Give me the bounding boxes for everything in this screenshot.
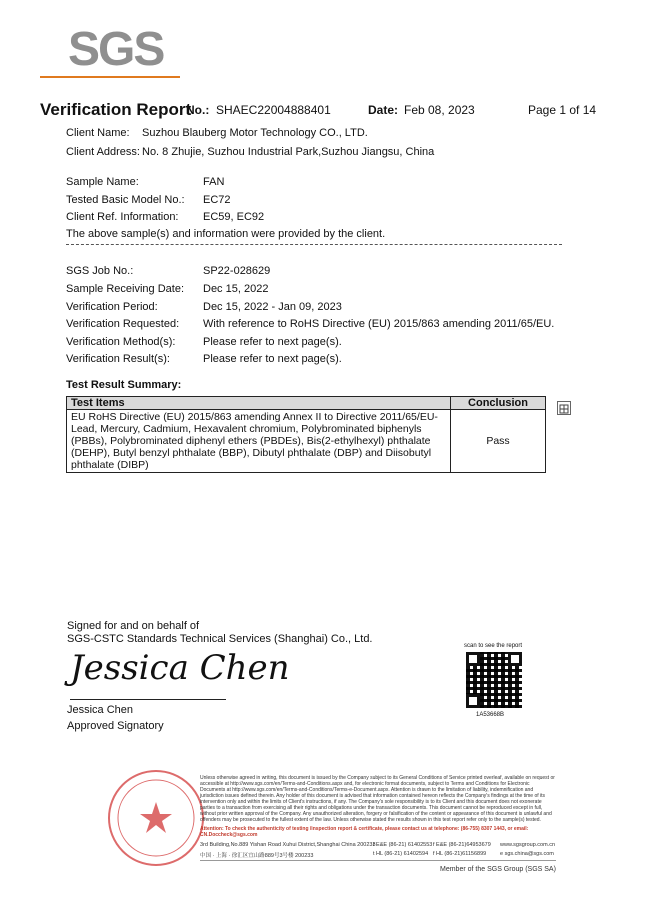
qr-caption: scan to see the report	[464, 643, 523, 649]
result-summary-table	[66, 396, 546, 473]
col-conclusion: Conclusion	[451, 397, 546, 410]
footer-fax-1: f E&E (86-21)64953679	[433, 842, 491, 848]
job-row-label: Verification Method(s):	[66, 336, 176, 348]
job-row-label: SGS Job No.:	[66, 265, 134, 277]
footer-divider	[200, 860, 556, 861]
job-row	[66, 301, 342, 313]
job-row-value: SP22-028629	[203, 265, 271, 277]
job-row	[66, 318, 554, 330]
client-name-row	[66, 127, 368, 139]
terms-fine-print: Unless otherwise agreed in writing, this document is issued by the Company subject to its General Conditions of Service printed overleaf, available on request or accessible at http://www.sgs.com/en/Terms-and-Conditions.aspx and, for electronic format documents, subject to Terms and Conditions for Electronic Documents at http://www.sgs.com/en/Terms-and-Conditions/Terms-e-Document.aspx. Attention is drawn to the limitation of liability, indemnification and jurisdiction issues defined therein. Any holder of this document is advised that information contained hereon reflects the Company's findings at the time of its intervention only and within the limits of Client's instructions, if any. The Company's sole responsibility is to its Client and this document does not exonerate parties to a transaction from exercising all their rights and obligations under the transaction documents. This document cannot be reproduced except in full, without prior written approval of the Company. Any unauthorized alteration, forgery or falsification of the content or appearance of this document is unlawful and offenders may be prosecuted to the fullest extent of the law. Unless otherwise stated the results shown in this test report refer only to the sample(s) tested.	[200, 775, 555, 823]
job-row	[66, 283, 268, 295]
report-title: Verification Report	[40, 100, 192, 119]
footer-tel-1: t E&E (86-21) 61402553	[373, 842, 433, 848]
job-row	[66, 336, 342, 348]
test-item-cell: EU RoHS Directive (EU) 2015/863 amending Annex II to Directive 2011/65/EU- Lead, Mercury, Cadmium, Hexavalent chromium, Polybrominated biphenyls (PBBs), Polybrominated diphenyl ethers (PBDEs), Bis(2-ethylhexyl) phthalate (DEHP), Butyl benzyl phthalate (BBP), Dibutyl phthalate (DBP) and Diisobutyl phthalate (DIBP)	[67, 410, 451, 473]
page-indicator: Page 1 of 14	[528, 103, 597, 117]
member-note: Member of the SGS Group (SGS SA)	[440, 866, 556, 873]
table-row	[67, 410, 546, 473]
job-row-value: Dec 15, 2022 - Jan 09, 2023	[203, 301, 342, 313]
qr-finder	[466, 694, 480, 708]
dashed-divider	[66, 244, 562, 245]
sample-row	[66, 211, 264, 223]
job-row-label: Sample Receiving Date:	[66, 283, 185, 295]
sample-row-value: EC59, EC92	[203, 211, 265, 223]
handwritten-signature: Jessica Chen	[70, 648, 290, 688]
qr-finder	[508, 652, 522, 666]
no-label: No.:	[186, 103, 210, 117]
job-row-label: Verification Period:	[66, 301, 158, 313]
sgs-logo: SGS	[68, 23, 164, 76]
sample-row-value: FAN	[203, 176, 225, 188]
signatory-name: Jessica Chen	[67, 704, 134, 716]
sample-row-label: Sample Name:	[66, 176, 139, 188]
footer-website: www.sgsgroup.com.cn	[500, 842, 556, 848]
sample-row-value: EC72	[203, 194, 231, 206]
company-seal-stamp	[108, 770, 204, 866]
job-row-value: Please refer to next page(s).	[203, 353, 342, 365]
table-header-row	[67, 397, 546, 410]
qr-finder	[466, 652, 480, 666]
col-test-items: Test Items	[67, 397, 451, 410]
footer-tel-2: t HL (86-21) 61402594	[373, 851, 429, 857]
footer-address-cn: 中国 · 上海 · 徐汇区宜山路889号3号楼 200233	[200, 853, 314, 859]
qr-code-number: 1A53668B	[476, 712, 505, 718]
job-row-value: With reference to RoHS Directive (EU) 2015/863 amending 2011/65/EU.	[203, 318, 555, 330]
job-row	[66, 353, 342, 365]
qr-code-icon[interactable]	[466, 652, 522, 708]
client-address-value: No. 8 Zhujie, Suzhou Industrial Park,Suzhou Jiangsu, China	[142, 146, 435, 158]
sample-row	[66, 194, 231, 206]
logo-underline	[40, 76, 180, 78]
footer-email: e sgs.china@sgs.com	[500, 851, 554, 857]
authenticity-attention: Attention: To check the authenticity of testing /inspection report & certificate, please contact us at telephone: (86-755) 8307 1443, or email: CN.Doccheck@sgs.com	[200, 826, 529, 838]
footer-fax-2: f HL (86-21)61156899	[433, 851, 487, 857]
footer-address-en: 3rd Building,No.889 Yishan Road Xuhui District,Shanghai China 200233	[200, 842, 376, 848]
sample-row-label: Client Ref. Information:	[66, 211, 179, 223]
job-row-value: Please refer to next page(s).	[203, 336, 342, 348]
signature-line	[70, 699, 226, 700]
provided-note: The above sample(s) and information were provided by the client.	[66, 228, 386, 240]
report-number: SHAEC22004888401	[216, 103, 331, 117]
behalf-line-1: Signed for and on behalf of	[67, 620, 200, 632]
conclusion-cell: Pass	[451, 410, 546, 473]
job-row-value: Dec 15, 2022	[203, 283, 269, 295]
client-name-value: Suzhou Blauberg Motor Technology CO., LTD.	[142, 127, 368, 139]
job-row	[66, 265, 270, 277]
job-row-label: Verification Result(s):	[66, 353, 170, 365]
summary-heading: Test Result Summary:	[66, 379, 182, 391]
client-address-row	[66, 146, 434, 158]
table-icon	[557, 401, 571, 415]
report-date: Feb 08, 2023	[404, 103, 475, 117]
behalf-line-2: SGS-CSTC Standards Technical Services (Shanghai) Co., Ltd.	[67, 633, 373, 645]
sample-row	[66, 176, 224, 188]
date-label: Date:	[368, 103, 399, 117]
client-name-label: Client Name:	[66, 127, 130, 139]
sample-row-label: Tested Basic Model No.:	[66, 194, 185, 206]
signatory-title: Approved Signatory	[67, 720, 164, 732]
job-row-label: Verification Requested:	[66, 318, 180, 330]
client-address-label: Client Address:	[66, 146, 140, 158]
